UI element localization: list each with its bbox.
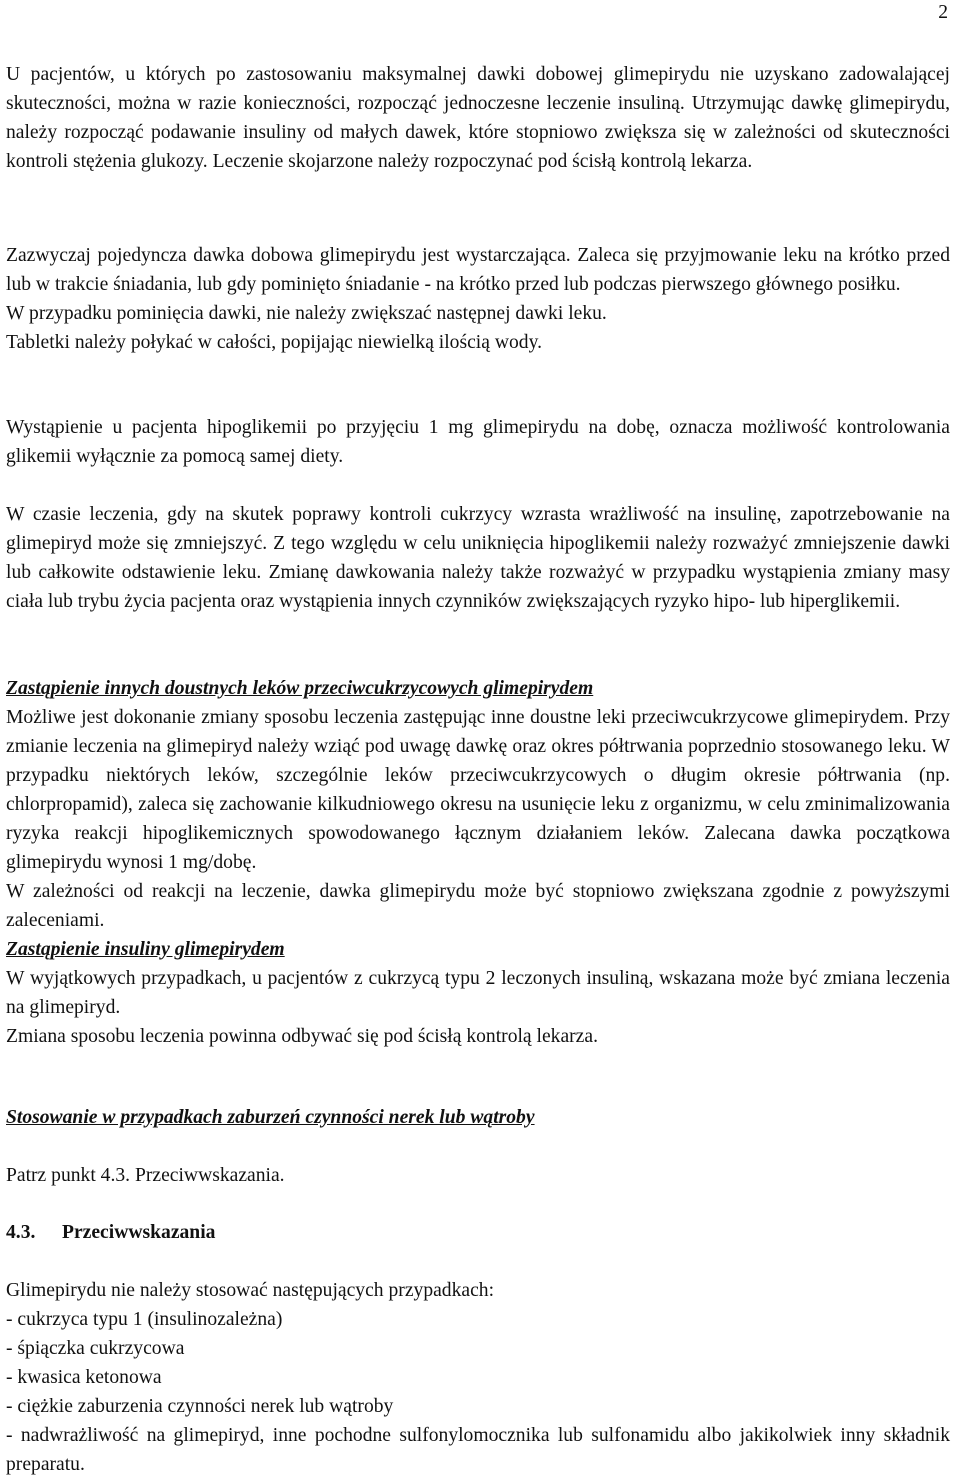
section-kidney-liver — [6, 1103, 950, 1132]
heading-kidney-liver: Stosowanie w przypadkach zaburzeń czynności nerek lub wątroby — [6, 1107, 535, 1128]
paragraph-insulin-switch: W wyjątkowych przypadkach, u pacjentów z cukrzycą typu 2 leczonych insuliną, wskazana może być zmiana leczenia na glimepiryd. — [6, 968, 950, 1018]
paragraph-insulin-control: Zmiana sposobu leczenia powinna odbywać się pod ścisłą kontrolą lekarza. — [6, 1026, 598, 1047]
contraindications-list — [6, 1305, 950, 1479]
list-item: - śpiączka cukrzycowa — [6, 1338, 185, 1359]
list-item: - ciężkie zaburzenia czynności nerek lub wątroby — [6, 1396, 394, 1417]
paragraph-text: Patrz punkt 4.3. Przeciwwskazania. — [6, 1165, 285, 1186]
section-oral-switch — [6, 674, 950, 1051]
section-heading — [6, 1218, 950, 1247]
contraindications-intro: Glimepirydu nie należy stosować następujących przypadkach: — [6, 1280, 495, 1301]
list-item: - nadwrażliwość na glimepiryd, inne pochodne sulfonylomocznika lub sulfonamidu albo jakikolwiek inny składnik preparatu. — [6, 1425, 950, 1475]
section-heading-contraindications — [6, 1218, 950, 1247]
heading-oral-switch: Zastąpienie innych doustnych leków przeciwcukrzycowych glimepirydem — [6, 678, 594, 699]
paragraph-oral-response: W zależności od reakcji na leczenie, dawka glimepirydu może być stopniowo zwiększana zgodnie z powyższymi zaleceniami. — [6, 881, 950, 931]
paragraph-hypoglycemia — [6, 413, 950, 471]
paragraph-oral-switch: Możliwe jest dokonanie zmiany sposobu leczenia zastępując inne doustne leki przeciwcukrzycowe glimepirydem. Przy zmianie leczenia na glimepiryd należy wziąć pod uwagę dawkę oraz okres półtrwania poprzednio stosowanego leku. W przypadku niektórych leków, szczególnie leków przeciwcukrzycowych o długim okresie półtrwania (np. chlorpropamid), zaleca się zachowanie kilkudniowego okresu na usunięcie leku z organizmu, w celu zminimalizowania ryzyka reakcji hipoglikemicznych spowodowanego łącznym działaniem leków. Zalecana dawka początkowa glimepirydu wynosi 1 mg/dobę. — [6, 707, 950, 873]
paragraph-insulin-combination — [6, 60, 950, 176]
list-item: - kwasica ketonowa — [6, 1367, 162, 1388]
heading-insulin-switch: Zastąpienie insuliny glimepirydem — [6, 939, 285, 960]
paragraph-single-dose — [6, 241, 950, 357]
section-title: Przeciwwskazania — [62, 1222, 216, 1243]
paragraph-text: W czasie leczenia, gdy na skutek poprawy kontroli cukrzycy wzrasta wrażliwość na insulinę, zapotrzebowanie na glimepiryd może się zmniejszyć. Z tego względu w celu uniknięcia hipoglikemii należy rozważyć zmniejszenie dawki lub całkowite odstawienie leku. Zmianę dawkowania należy także rozważyć w przypadku wystąpienia zmiany masy ciała lub trybu życia pacjenta oraz wystąpienia innych czynników zwiększających ryzyko hipo- lub hiperglikemii. — [6, 504, 950, 612]
paragraph-swallow: Tabletki należy połykać w całości, popijając niewielką ilością wody. — [6, 332, 542, 353]
section-number: 4.3. — [6, 1222, 36, 1243]
section-contraindications — [6, 1276, 950, 1479]
paragraph-during-treatment — [6, 500, 950, 616]
list-item: - cukrzyca typu 1 (insulinozależna) — [6, 1309, 283, 1330]
paragraph-see-point — [6, 1161, 950, 1190]
paragraph-missed-dose: W przypadku pominięcia dawki, nie należy zwiększać następnej dawki leku. — [6, 303, 607, 324]
page-number: 2 — [938, 2, 948, 23]
paragraph-text: Wystąpienie u pacjenta hipoglikemii po przyjęciu 1 mg glimepirydu na dobę, oznacza możliwość kontrolowania glikemii wyłącznie za pomocą samej diety. — [6, 417, 950, 467]
paragraph-text: U pacjentów, u których po zastosowaniu maksymalnej dawki dobowej glimepirydu nie uzyskano zadowalającej skuteczności, można w razie konieczności, rozpocząć jednoczesne leczenie insuliną. Utrzymując dawkę glimepirydu, należy rozpocząć podawanie insuliny od małych dawek, które stopniowo zwiększa się w zależności od skuteczności kontroli stężenia glukozy. Leczenie skojarzone należy rozpoczynać pod ścisłą kontrolą lekarza. — [6, 64, 950, 172]
paragraph-text: Zazwyczaj pojedyncza dawka dobowa glimepirydu jest wystarczająca. Zaleca się przyjmowanie leku na krótko przed lub w trakcie śniadania, lub gdy pominięto śniadanie - na krótko przed lub podczas pierwszego głównego posiłku. — [6, 245, 950, 295]
